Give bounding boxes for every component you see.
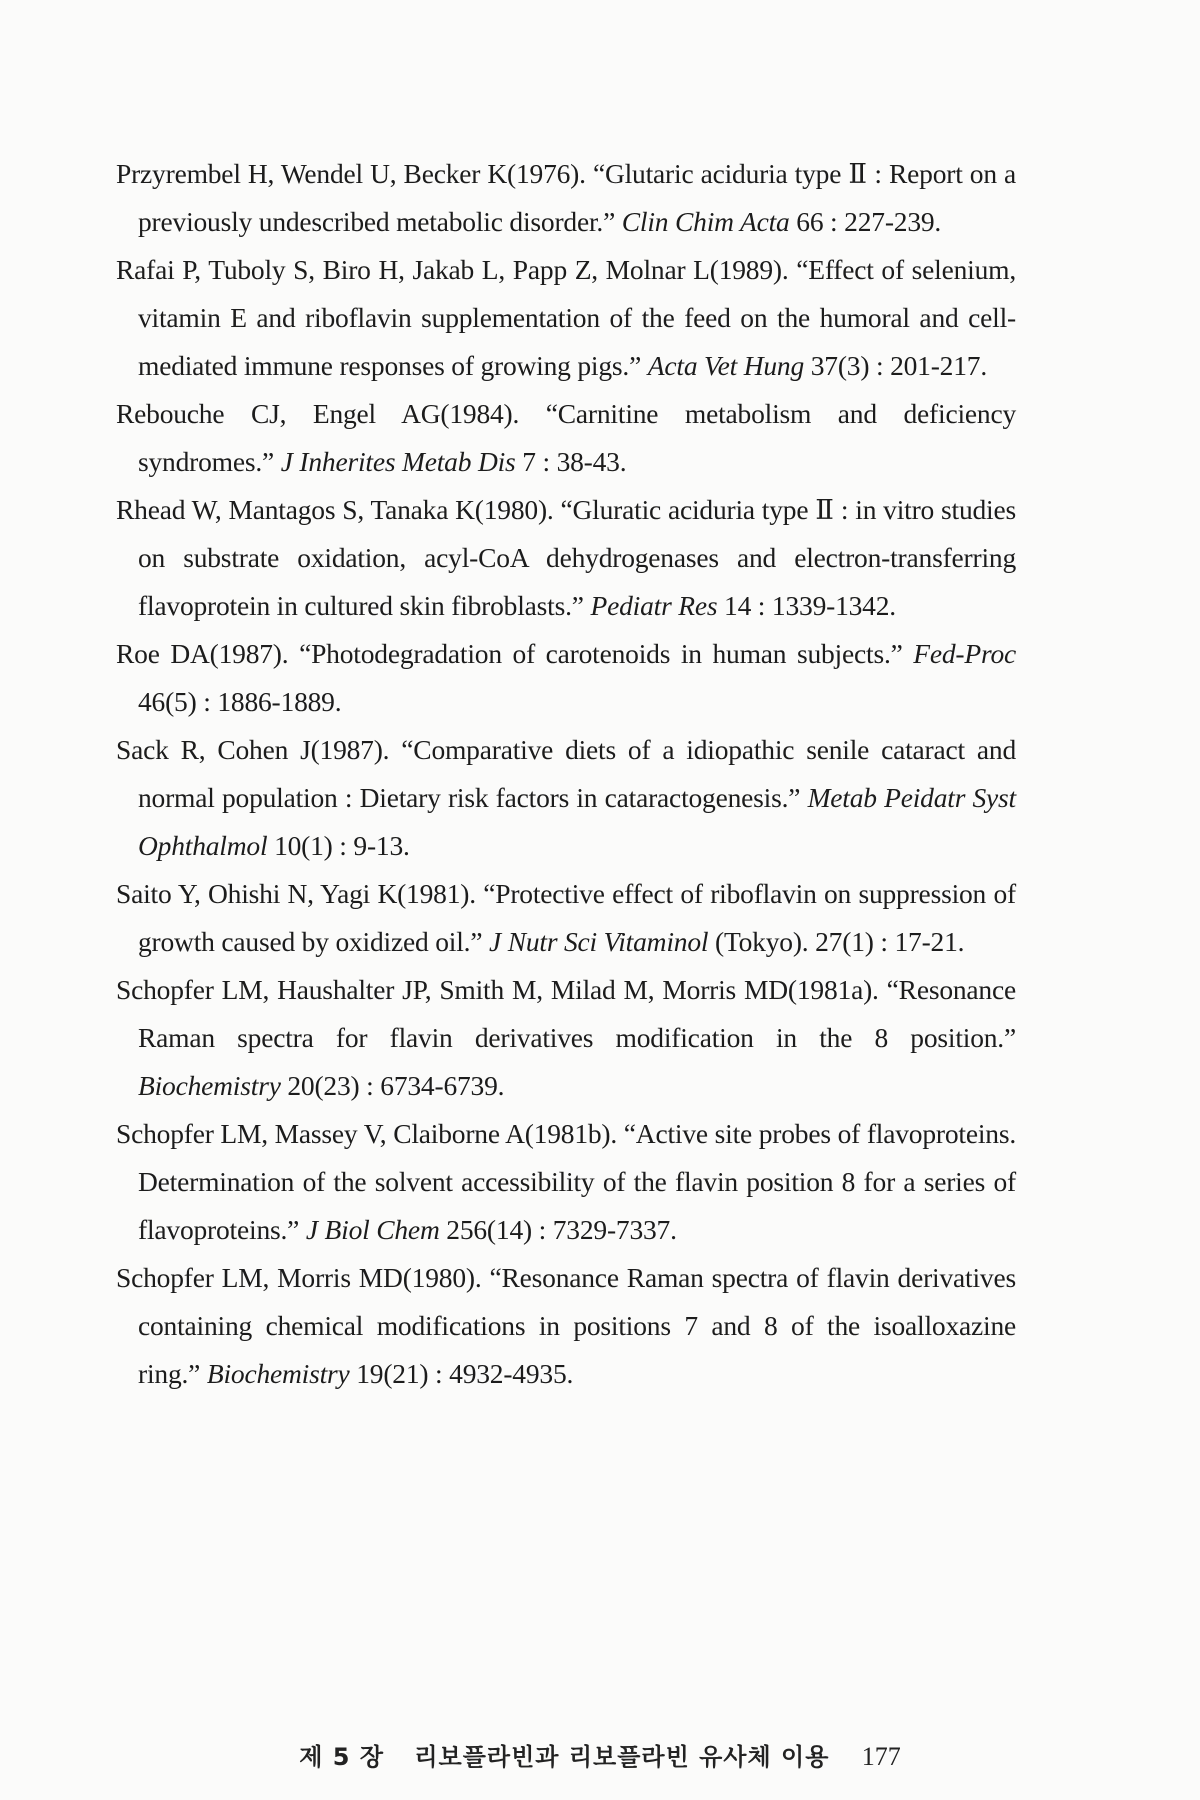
reference-title: “Protective effect of riboflavin on suppression of growth caused by oxidized oil.” (138, 878, 1016, 957)
reference-journal: J Biol Chem (305, 1214, 440, 1245)
reference-title: “Comparative diets of a idiopathic senile cataract and normal population : Dietary risk factors in cataractogenesis.” (138, 734, 1016, 813)
reference-citation: (Tokyo). 27(1) : 17-21. (708, 926, 965, 957)
reference-journal: Acta Vet Hung (647, 350, 805, 381)
reference-authors: Rafai P, Tuboly S, Biro H, Jakab L, Papp Z, Molnar L(1989). (116, 254, 789, 285)
reference-entry (116, 486, 1016, 630)
reference-authors: Rhead W, Mantagos S, Tanaka K(1980). (116, 494, 554, 525)
reference-entry (116, 246, 1016, 390)
reference-citation: 14 : 1339-1342. (717, 590, 896, 621)
reference-authors: Schopfer LM, Massey V, Claiborne A(1981b). (116, 1118, 618, 1149)
reference-journal: Biochemistry (206, 1358, 350, 1389)
reference-citation: 19(21) : 4932-4935. (349, 1358, 574, 1389)
reference-title: “Photodegradation of carotenoids in human subjects.” (288, 638, 914, 669)
chapter-label: 제 5 장 (299, 1743, 385, 1771)
reference-title: “Gluratic aciduria type Ⅱ : in vitro studies on substrate oxidation, acyl-CoA dehydrogenases and electron-transferring flavoprotein in cultured skin fibroblasts.” (138, 494, 1016, 621)
reference-authors: Saito Y, Ohishi N, Yagi K(1981). (116, 878, 476, 909)
reference-citation: 66 : 227-239. (789, 206, 942, 237)
reference-citation: 10(1) : 9-13. (267, 830, 410, 861)
reference-journal: Metab Peidatr Syst Ophthalmol (138, 782, 1016, 861)
reference-entry (116, 966, 1016, 1110)
reference-entry (116, 1110, 1016, 1254)
reference-citation: 256(14) : 7329-7337. (439, 1214, 677, 1245)
reference-title: “Active site probes of flavoproteins. Determination of the solvent accessibility of the flavin position 8 for a series of flavoproteins.” (138, 1118, 1017, 1245)
reference-citation: 46(5) : 1886-1889. (138, 686, 342, 717)
reference-title: “Effect of selenium, vitamin E and riboflavin supplementation of the feed on the humoral and cell-mediated immune responses of growing pigs.” (138, 254, 1016, 381)
reference-journal: Biochemistry (138, 1070, 281, 1101)
reference-citation: 20(23) : 6734-6739. (280, 1070, 505, 1101)
reference-title: “Glutaric aciduria type Ⅱ : Report on a previously undescribed metabolic disorder.” (138, 158, 1017, 237)
reference-journal: J Inherites Metab Dis (280, 446, 516, 477)
reference-title: “Resonance Raman spectra for flavin derivatives modification in the 8 position.” (138, 974, 1016, 1053)
reference-citation: 7 : 38-43. (515, 446, 627, 477)
reference-list (116, 150, 1016, 1398)
reference-entry (116, 150, 1016, 246)
reference-authors: Przyrembel H, Wendel U, Becker K(1976). (116, 158, 586, 189)
reference-title: “Resonance Raman spectra of flavin derivatives containing chemical modifications in positions 7 and 8 of the isoalloxazine ring.” (138, 1262, 1016, 1389)
reference-journal: Clin Chim Acta (621, 206, 790, 237)
page-number: 177 (861, 1742, 901, 1771)
reference-entry (116, 726, 1016, 870)
reference-citation: 37(3) : 201-217. (804, 350, 988, 381)
reference-entry (116, 1254, 1016, 1398)
reference-authors: Sack R, Cohen J(1987). (116, 734, 390, 765)
reference-authors: Rebouche CJ, Engel AG(1984). (116, 398, 520, 429)
reference-title: “Carnitine metabolism and deficiency syndromes.” (138, 398, 1017, 477)
reference-journal: Fed-Proc (913, 638, 1017, 669)
reference-journal: J Nutr Sci Vitaminol (489, 926, 709, 957)
reference-entry (116, 630, 1016, 726)
reference-authors: Roe DA(1987). (116, 638, 289, 669)
reference-entry (116, 870, 1016, 966)
reference-authors: Schopfer LM, Haushalter JP, Smith M, Milad M, Morris MD(1981a). (116, 974, 879, 1005)
reference-entry (116, 390, 1016, 486)
reference-authors: Schopfer LM, Morris MD(1980). (116, 1262, 482, 1293)
chapter-title: 리보플라빈과 리보플라빈 유사체 이용 (414, 1743, 830, 1771)
page-footer (0, 1737, 1200, 1772)
reference-journal: Pediatr Res (590, 590, 718, 621)
